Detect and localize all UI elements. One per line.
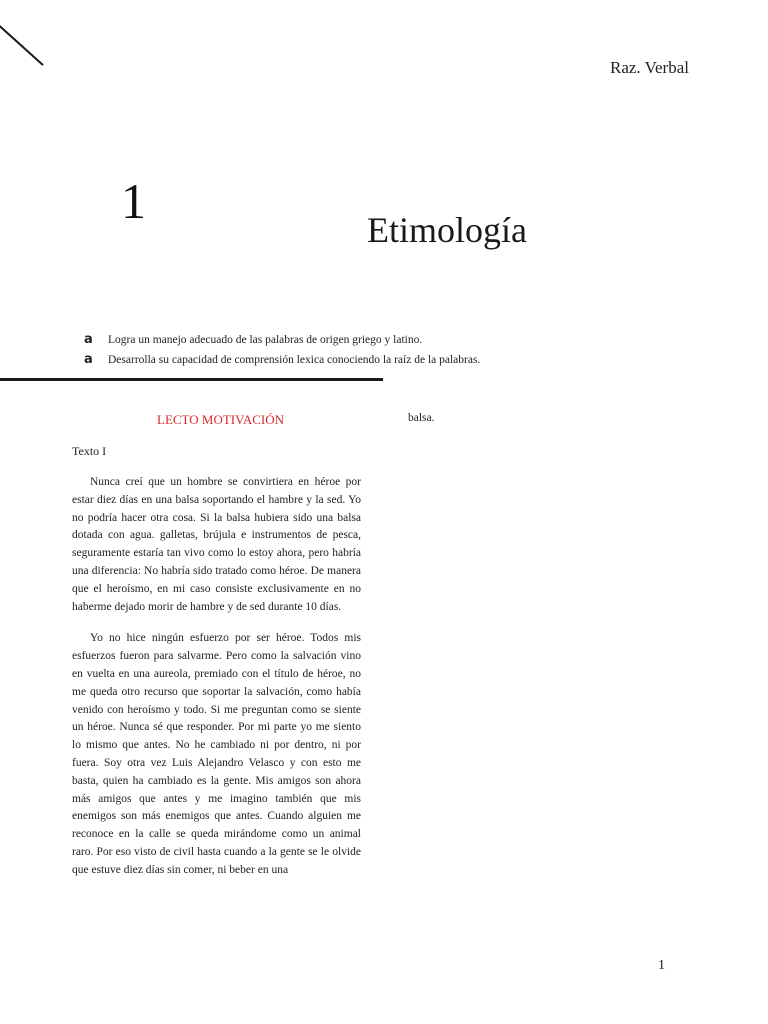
chapter-title: Etimología <box>367 210 527 250</box>
text-label: Texto I <box>72 444 107 458</box>
paragraph: Nunca creí que un hombre se convirtiera en héroe por estar diez días en una balsa soportando el hambre y la sed. Yo no podría hacer otra cosa. Si la balsa hubiera sido una balsa dotada con agua. galletas, brújula e instrumentos de pesca, seguramente estaría tan vivo como lo estoy ahora, pero habría una diferencia: No habría sido tratado como héroe. De manera que el heroísmo, en mi caso consiste exclusivamente en no haberme dejado morir de hambre y de sed durante 10 días. <box>72 476 361 613</box>
objective-text: Desarrolla su capacidad de comprensión lexica conociendo la raíz de la palabras. <box>108 354 481 366</box>
section-heading: LECTO MOTIVACIÓN <box>157 412 284 427</box>
reading-text <box>72 474 361 880</box>
page-number: 1 <box>658 958 665 973</box>
chapter-number: 1 <box>121 173 146 229</box>
continuation-text: balsa. <box>408 412 435 424</box>
corner-decorative-line <box>0 20 44 66</box>
objective-item <box>84 330 554 350</box>
section-divider <box>0 378 383 381</box>
bullet-icon: a <box>84 352 93 367</box>
header-subject: Raz. Verbal <box>610 58 689 77</box>
objectives-list <box>84 330 554 370</box>
paragraph: Yo no hice ningún esfuerzo por ser héroe. Todos mis esfuerzos fueron para salvarme. Pero como la salvación vino en vuelta en una aureola, premiado con el título de héroe, no me queda otro recurso que soportar la salvación, como había venido con heroísmo y todo. Si me preguntan como se siente un héroe. Nunca sé que responder. Por mi parte yo me siento lo mismo que antes. No he cambiado ni por dentro, ni por fuera. Soy otra vez Luis Alejandro Velasco y con esto me basta, quien ha cambiado es la gente. Mis amigos son ahora más amigos que antes y me imagino también que mis enemigos son más enemigos que antes. Cuando alguien me reconoce en la calle se queda mirándome como un animal raro. Por eso visto de civil hasta cuando a la gente se le olvide que estuve diez días sin comer, ni beber en una <box>72 632 361 876</box>
objective-item <box>84 350 554 370</box>
bullet-icon: a <box>84 332 93 347</box>
objective-text: Logra un manejo adecuado de las palabras de origen griego y latino. <box>108 334 423 346</box>
